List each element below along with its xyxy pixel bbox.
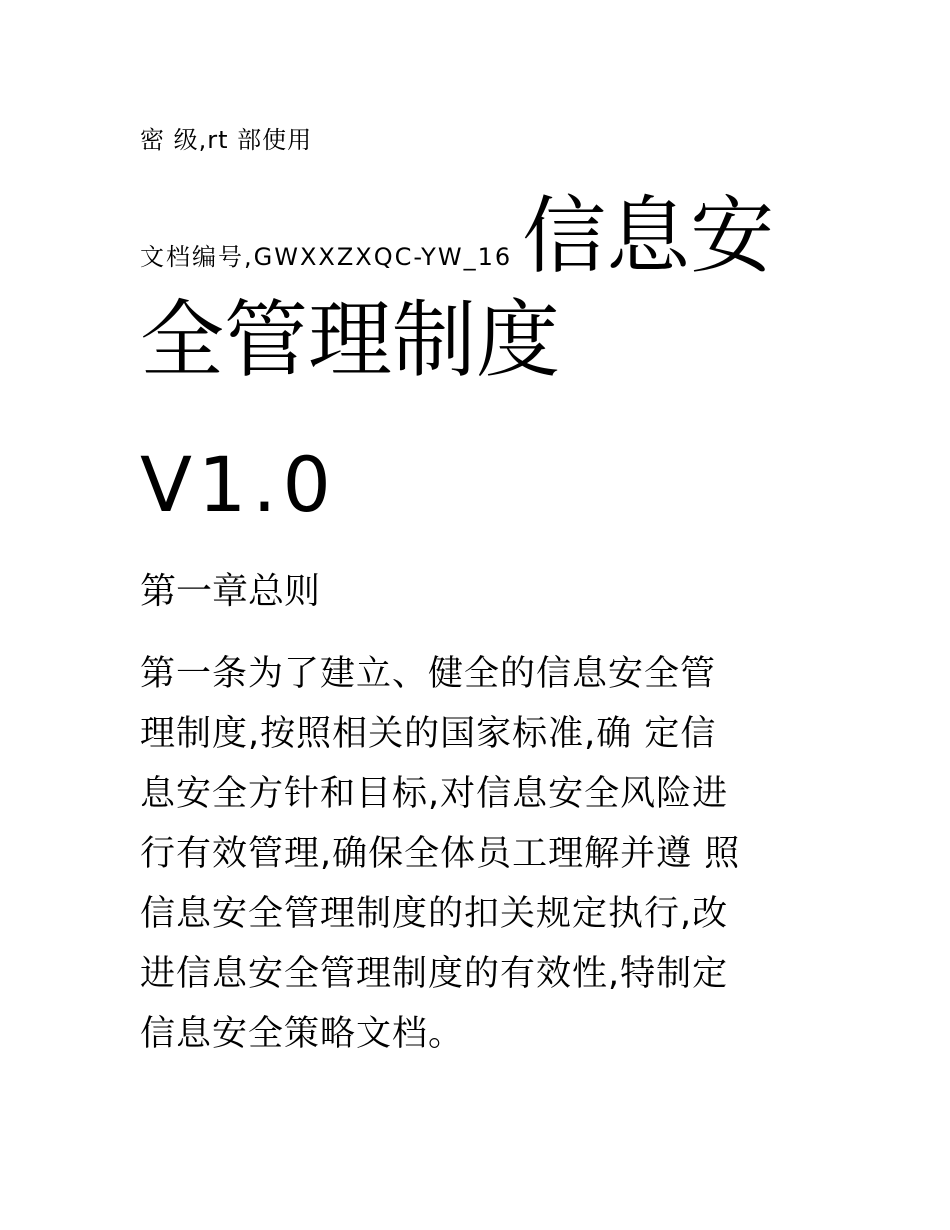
document-title-part-2: 全管理制度 bbox=[140, 291, 561, 389]
chapter-heading: 第一章总则 bbox=[140, 571, 321, 612]
document-version: V1.0 bbox=[140, 440, 337, 529]
article-line: 信息安全管理制度的扣关规定执行,改 bbox=[140, 894, 729, 934]
article-line: 第一条为了建立、健全的信息安全管 bbox=[140, 654, 717, 694]
title-line-1 bbox=[140, 186, 820, 292]
article-line: 息安全方针和目标,对信息安全风险进 bbox=[140, 774, 729, 814]
article-line: 理制度,按照相关的国家标准,确 定信 bbox=[140, 714, 717, 754]
article-line: 行有效管理,确保全体员工理解并遵 照 bbox=[140, 834, 741, 874]
classification-label: 密 级,rt 部使用 bbox=[140, 126, 313, 154]
document-number: 文档编号,GWXXZXQC-YW_16 bbox=[140, 243, 513, 271]
article-paragraph bbox=[140, 644, 820, 1064]
article-line: 进信息安全管理制度的有效性,特制定 bbox=[140, 954, 729, 994]
article-line: 信息安全策略文档。 bbox=[140, 1014, 465, 1054]
document-title-part-1: 信息安 bbox=[522, 187, 775, 285]
title-block bbox=[140, 186, 820, 390]
